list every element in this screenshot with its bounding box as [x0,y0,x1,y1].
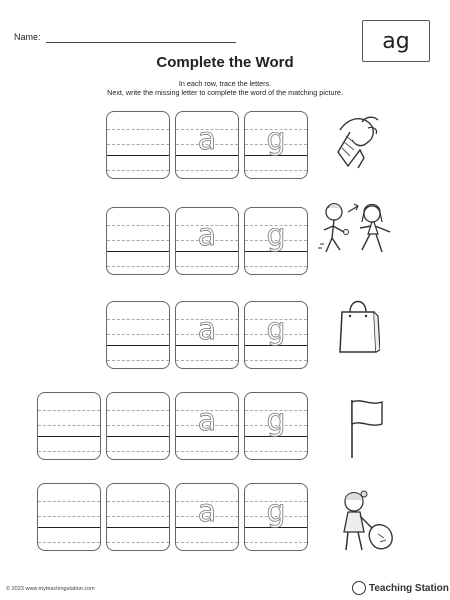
handwriting-guide-line [107,451,169,452]
handwriting-guide-line [176,451,238,452]
handwriting-guide-line [107,360,169,361]
trace-letter: g [266,218,286,253]
handwriting-guide-line [245,266,307,267]
trace-letter: g [266,122,286,157]
handwriting-guide-line [107,501,169,502]
handwriting-guide-line [107,516,169,517]
handwriting-guide-line [38,436,100,437]
trace-letter: g [266,494,286,529]
handwriting-guide-line [107,334,169,335]
page-title: Complete the Word [156,54,294,71]
name-label: Name: [14,32,41,42]
handwriting-guide-line [107,345,169,346]
handwriting-guide-line [107,436,169,437]
instruction-line-1: In each row, trace the letters. [178,79,272,88]
handwriting-guide-line [245,170,307,171]
letter-tile[interactable] [37,392,101,460]
handwriting-guide-line [38,501,100,502]
handwriting-guide-line [176,542,238,543]
trace-letter: a [197,218,217,253]
letter-tile[interactable] [244,392,308,460]
handwriting-guide-line [38,516,100,517]
name-line[interactable] [46,42,236,43]
trace-letter: a [197,494,217,529]
trace-letter: a [197,403,217,438]
shopping-bag-icon [336,296,380,354]
letter-tile[interactable] [37,483,101,551]
handwriting-guide-line [38,451,100,452]
handwriting-guide-line [107,144,169,145]
hand-with-rag-icon [330,110,382,170]
handwriting-guide-line [38,425,100,426]
handwriting-guide-line [107,542,169,543]
trace-letter: a [197,122,217,157]
handwriting-guide-line [176,360,238,361]
brand-name: Teaching Station [369,582,449,594]
handwriting-guide-line [38,527,100,528]
letter-tile[interactable] [106,483,170,551]
handwriting-guide-line [107,425,169,426]
handwriting-guide-line [176,266,238,267]
handwriting-guide-line [107,266,169,267]
handwriting-guide-line [107,319,169,320]
handwriting-guide-line [107,155,169,156]
letter-tile[interactable] [106,111,170,179]
girl-dragging-bag-icon [334,488,396,558]
letter-tile[interactable] [175,483,239,551]
letter-tile[interactable] [244,207,308,275]
handwriting-guide-line [107,129,169,130]
letter-tile[interactable] [175,207,239,275]
instruction-line-2: Next, write the missing letter to complete the word of the matching picture. [107,88,343,97]
letter-tile[interactable] [175,301,239,369]
handwriting-guide-line [38,542,100,543]
trace-letter: g [266,403,286,438]
letter-tile[interactable] [244,111,308,179]
brand-logo [352,581,449,595]
handwriting-guide-line [107,251,169,252]
letter-tile[interactable] [244,483,308,551]
letter-tile[interactable] [106,207,170,275]
letter-tile[interactable] [175,392,239,460]
handwriting-guide-line [107,225,169,226]
trace-letter: g [266,312,286,347]
kids-playing-tag-icon [318,196,398,264]
letter-tile[interactable] [106,301,170,369]
handwriting-guide-line [245,451,307,452]
handwriting-guide-line [107,410,169,411]
handwriting-guide-line [107,527,169,528]
word-family-text: ag [382,28,410,54]
flag-icon [348,398,388,460]
letter-tile[interactable] [106,392,170,460]
teaching-station-logo-icon [352,581,366,595]
handwriting-guide-line [245,542,307,543]
handwriting-guide-line [38,410,100,411]
handwriting-guide-line [107,240,169,241]
copyright-text: © 2023 www.myteachingstation.com [6,586,95,592]
letter-tile[interactable] [175,111,239,179]
handwriting-guide-line [176,170,238,171]
handwriting-guide-line [245,360,307,361]
handwriting-guide-line [107,170,169,171]
letter-tile[interactable] [244,301,308,369]
trace-letter: a [197,312,217,347]
